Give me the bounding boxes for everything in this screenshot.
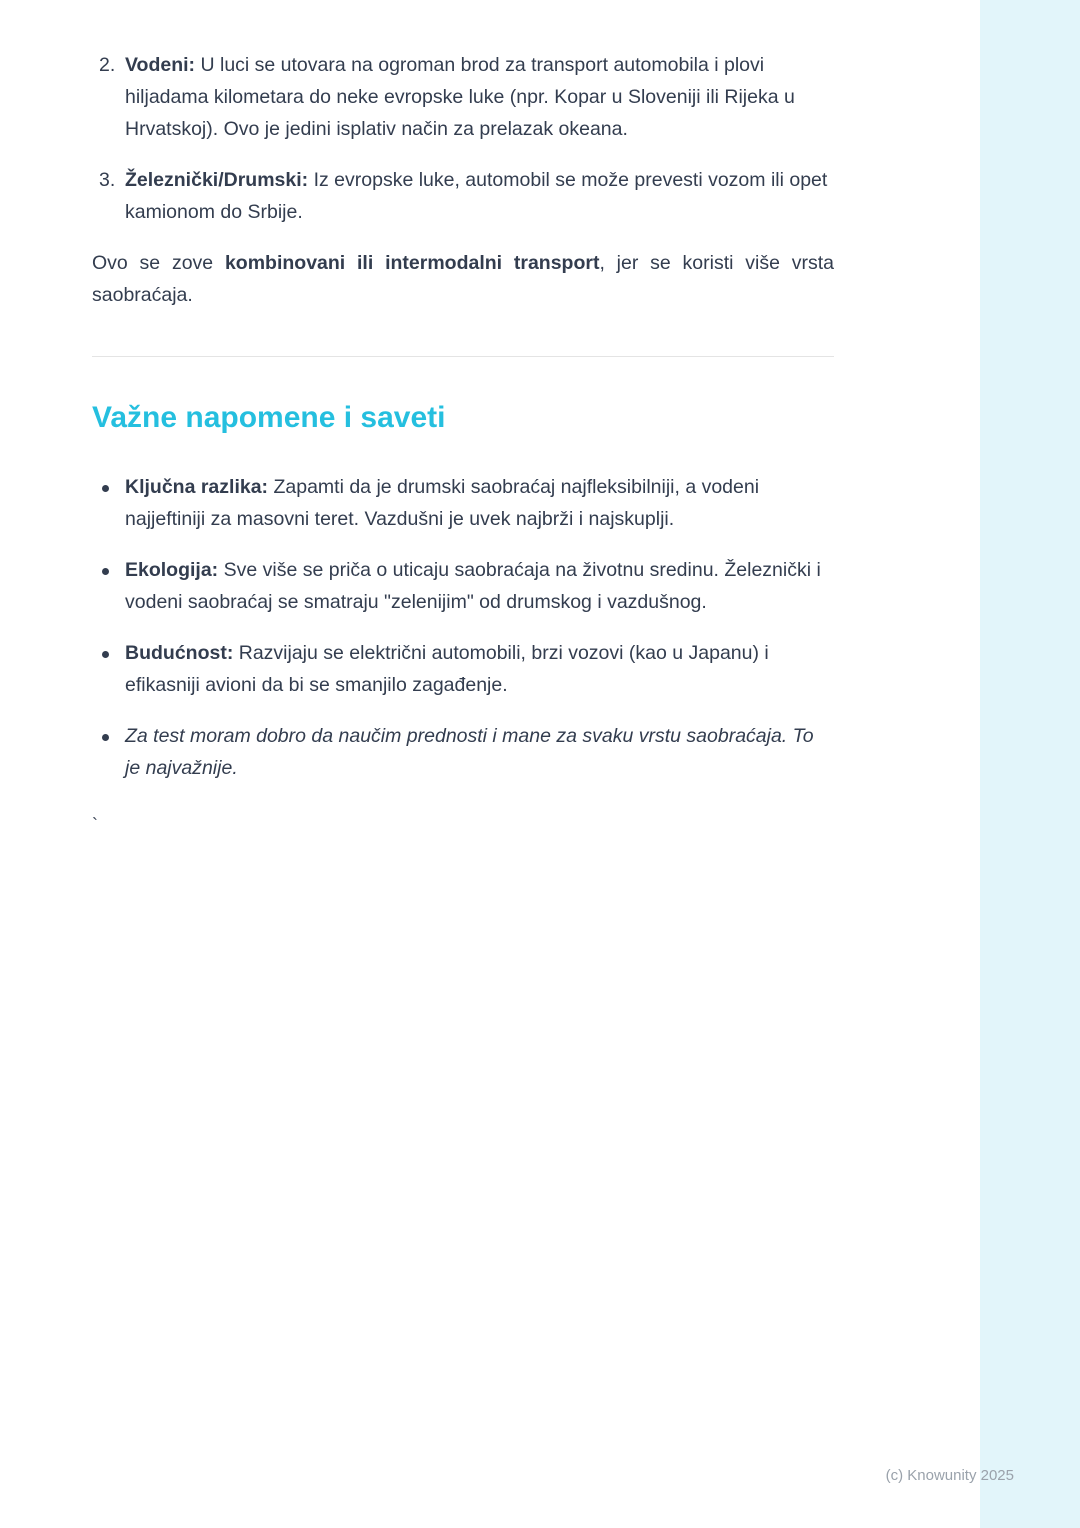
paragraph-prefix: Ovo se zove [92,251,225,274]
bullet-item-kljucna-razlika [92,472,834,536]
right-edge-strip [980,0,1080,1528]
bullet-item-test-note [92,721,834,785]
list-item-lead: Vodeni: [125,54,196,76]
bullet-lead: Ekologija: [125,558,219,581]
list-item-text [125,165,834,229]
bullet-text [125,472,834,536]
list-item-zeleznicki-drumski [92,165,834,229]
bullet-text [125,638,834,702]
bullet-dot-icon [92,638,125,658]
bullet-lead: Budućnost: [125,641,234,664]
bullet-dot-icon [92,472,125,492]
list-item-body: U luci se utovara na ogroman brod za transport automobila i plovi hiljadama kilometara do neke evropske luke (npr. Kopar u Sloveniji ili Rijeka u Hrvatskoj). Ovo je jedini isplativ način za prelazak okeana. [125,54,795,140]
bullet-text [125,721,834,785]
bullet-body: Zapamti da je drumski saobraćaj najfleksibilniji, a vodeni najjeftiniji za masovni teret. Vazdušni je uvek najbrži i najskuplji. [125,475,760,530]
list-item-lead: Železnički/Drumski: [125,168,309,191]
list-number: 2. [99,54,116,76]
section-divider [92,356,834,357]
bullet-text [125,555,834,619]
bullet-body: Razvijaju se električni automobili, brzi vozovi (kao u Japanu) i efikasniji avioni da bi se smanjilo zagađenje. [125,641,769,696]
bullet-list [92,472,834,785]
paragraph-bold: kombinovani ili intermodalni transport [224,251,600,274]
bullet-dot-icon [92,555,125,575]
list-item-vodeni [92,50,834,146]
numbered-list [92,50,834,229]
list-item-text [125,50,834,146]
bullet-item-buducnost [92,638,834,702]
page-content [92,50,834,840]
list-item-body: Iz evropske luke, automobil se može prevesti vozom ili opet kamionom do Srbije. [125,168,828,223]
bullet-body: Sve više se priča o uticaju saobraćaja na životnu sredinu. Železnički i vodeni saobraćaj se smatraju "zelenijim" od drumskog i vazdušnog. [125,558,821,613]
paragraph-suffix: , jer se koristi više vrsta saobraćaja. [92,251,834,306]
bullet-body: Za test moram dobro da naučim prednosti i mane za svaku vrstu saobraćaja. To je najvažnije. [125,724,814,779]
bullet-item-ekologija [92,555,834,619]
stray-backtick: ` [92,814,98,835]
bullet-dot-icon [92,721,125,741]
summary-paragraph [92,248,834,312]
list-number: 3. [99,168,116,191]
footer-copyright: (c) Knowunity 2025 [885,1467,1014,1484]
bullet-lead: Ključna razlika: [125,475,269,498]
section-heading: Važne napomene i saveti [92,400,446,434]
